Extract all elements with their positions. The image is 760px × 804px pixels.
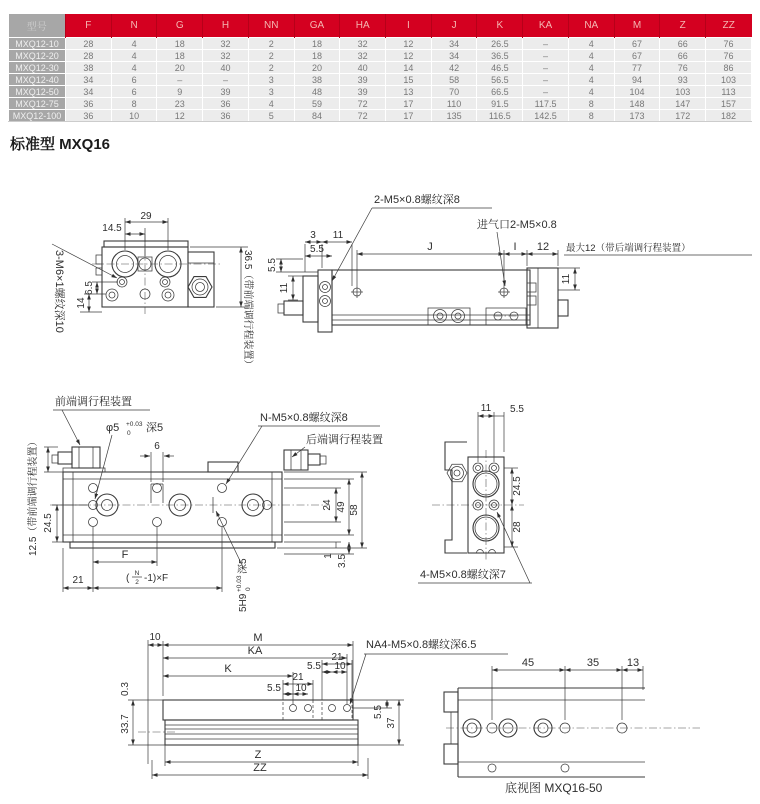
col-header: M xyxy=(614,14,660,38)
value-cell: 4 xyxy=(568,38,614,50)
value-cell: 9 xyxy=(157,86,203,98)
callout-air-port: 进气口2-M5×0.8 xyxy=(477,219,557,231)
value-cell: 67 xyxy=(614,38,660,50)
note-max-stroke: 最大12（带后端调行程装置） xyxy=(566,243,691,254)
value-cell: 56.5 xyxy=(477,74,523,86)
model-cell: MXQ12-75 xyxy=(9,98,66,110)
model-cell: MXQ12-10 xyxy=(9,38,66,50)
mount-hole xyxy=(488,764,496,772)
dim-Z: Z xyxy=(254,749,262,761)
value-cell: 86 xyxy=(706,62,752,74)
dim-12: 12 xyxy=(536,241,550,253)
value-cell: 18 xyxy=(294,38,340,50)
value-cell: 147 xyxy=(660,98,706,110)
value-cell: 94 xyxy=(614,74,660,86)
callout-rear-adjuster: 后端调行程装置 xyxy=(306,434,383,446)
formula-denominator: 2 xyxy=(135,579,139,586)
value-cell: 5 xyxy=(248,110,294,122)
value-cell: 66 xyxy=(660,38,706,50)
model-cell: MXQ12-20 xyxy=(9,50,66,62)
value-cell: 76 xyxy=(660,62,706,74)
value-cell: 84 xyxy=(294,110,340,122)
col-header: H xyxy=(203,14,249,38)
dim-33-7: 33.7 xyxy=(120,714,131,734)
dim-35: 35 xyxy=(586,657,600,669)
value-cell: 38 xyxy=(66,62,112,74)
value-cell: 15 xyxy=(386,74,432,86)
dim-21-right: 21 xyxy=(331,652,343,663)
thread-hole xyxy=(89,518,98,527)
value-cell: 76 xyxy=(706,50,752,62)
callout-front-adjuster: 前端调行程装置 xyxy=(55,396,132,408)
col-header: Z xyxy=(660,14,706,38)
value-cell: 28 xyxy=(66,38,112,50)
value-cell: 36 xyxy=(203,98,249,110)
thread-hole xyxy=(160,277,170,287)
value-cell: 4 xyxy=(248,98,294,110)
value-cell: 67 xyxy=(614,50,660,62)
thread-hole xyxy=(320,296,331,307)
na-thread-hole xyxy=(290,705,297,712)
value-cell: 76 xyxy=(706,38,752,50)
plan-view-drawing xyxy=(26,394,383,612)
rear-block xyxy=(527,268,558,328)
dim-6: 6 xyxy=(154,441,160,452)
section-view-drawing xyxy=(418,403,532,583)
value-cell: 4 xyxy=(568,86,614,98)
col-header: KA xyxy=(523,14,569,38)
col-header: I xyxy=(386,14,432,38)
value-cell: 2 xyxy=(248,38,294,50)
value-cell: 8 xyxy=(568,98,614,110)
dim-21: 21 xyxy=(72,575,84,586)
value-cell: 91.5 xyxy=(477,98,523,110)
keyway-size: 5H9 xyxy=(238,593,249,612)
hole-tol-sub: 0 xyxy=(127,430,131,437)
dim-F: F xyxy=(121,549,129,561)
bottom-view-caption: 底视图 MXQ16-50 xyxy=(505,781,603,795)
dim-37: 37 xyxy=(386,717,397,729)
value-cell: 18 xyxy=(157,38,203,50)
value-cell: 48 xyxy=(294,86,340,98)
value-cell: 104 xyxy=(614,86,660,98)
dim-1: 1 xyxy=(323,553,334,559)
value-cell: 32 xyxy=(340,38,386,50)
hole-depth: 深5 xyxy=(146,422,164,434)
col-header-model: 型号 xyxy=(9,14,66,38)
end-view-drawing xyxy=(52,211,255,369)
value-cell: 32 xyxy=(203,38,249,50)
value-cell: 18 xyxy=(294,50,340,62)
dim-0-3: 0.3 xyxy=(120,682,131,696)
value-cell: 172 xyxy=(660,110,706,122)
rear-adjuster-cap xyxy=(558,300,568,316)
formula-open: ( xyxy=(126,573,130,584)
rear-adjuster-nut xyxy=(284,450,308,470)
dim-45: 45 xyxy=(521,657,535,669)
value-cell: 34 xyxy=(431,38,477,50)
thread-hole xyxy=(89,484,98,493)
value-cell: 39 xyxy=(203,86,249,98)
dim-3: 3 xyxy=(310,230,316,241)
value-cell: 12 xyxy=(386,50,432,62)
value-cell: 58 xyxy=(431,74,477,86)
value-cell: 66.5 xyxy=(477,86,523,98)
dim-10: 10 xyxy=(149,632,161,643)
value-cell: 70 xyxy=(431,86,477,98)
value-cell: 148 xyxy=(614,98,660,110)
dim-11: 11 xyxy=(332,230,344,241)
value-cell: – xyxy=(203,74,249,86)
model-cell: MXQ12-50 xyxy=(9,86,66,98)
col-header: HA xyxy=(340,14,386,38)
dim-28: 28 xyxy=(512,521,523,533)
dim-11-right: 11 xyxy=(561,273,572,285)
value-cell: 103 xyxy=(660,86,706,98)
hole-tol-sup: +0.03 xyxy=(126,421,143,428)
value-cell: 18 xyxy=(157,50,203,62)
col-header: GA xyxy=(294,14,340,38)
value-cell: 14 xyxy=(386,62,432,74)
adjuster-rod xyxy=(284,301,303,315)
dim-5-5-left: 5.5 xyxy=(267,258,278,272)
keyway-tol-sup: +0.03 xyxy=(236,575,243,592)
dim-5-5-right: 5.5 xyxy=(307,661,321,672)
value-cell: 17 xyxy=(386,110,432,122)
dim-13: 13 xyxy=(626,657,640,669)
model-cell: MXQ12-100 xyxy=(9,110,66,122)
value-cell: – xyxy=(523,74,569,86)
dim-29: 29 xyxy=(140,211,152,222)
callout-hole-dia: φ5 xyxy=(106,422,120,434)
col-header: N xyxy=(111,14,157,38)
value-cell: 17 xyxy=(386,98,432,110)
value-cell: 173 xyxy=(614,110,660,122)
dim-5-5: 5.5 xyxy=(310,244,324,255)
value-cell: 6 xyxy=(111,74,157,86)
dim-ZZ: ZZ xyxy=(253,762,267,774)
note-front-stroke-adjuster: 36.5（带前端调行程装置） xyxy=(242,250,253,370)
value-cell: 77 xyxy=(614,62,660,74)
dim-24: 24 xyxy=(322,499,333,511)
value-cell: 36 xyxy=(203,110,249,122)
top-plate xyxy=(163,700,353,720)
model-cell: MXQ12-30 xyxy=(9,62,66,74)
value-cell: 2 xyxy=(248,50,294,62)
col-header: NA xyxy=(568,14,614,38)
dim-14-5: 14.5 xyxy=(102,223,122,234)
na-thread-hole xyxy=(329,705,336,712)
value-cell: 20 xyxy=(294,62,340,74)
dim-6-5: 6.5 xyxy=(84,281,95,295)
bottom-view-drawing xyxy=(120,632,508,779)
value-cell: 135 xyxy=(431,110,477,122)
dim-J: J xyxy=(427,241,433,253)
dim-24-5: 24.5 xyxy=(512,476,523,496)
thread-hole xyxy=(153,484,162,493)
value-cell: 40 xyxy=(340,62,386,74)
keyway-depth: 深5 xyxy=(238,558,249,574)
dim-11: 11 xyxy=(480,403,492,414)
thread-hole xyxy=(117,277,127,287)
thread-hole xyxy=(218,484,227,493)
col-header: NN xyxy=(248,14,294,38)
model-cell: MXQ12-40 xyxy=(9,74,66,86)
value-cell: – xyxy=(157,74,203,86)
value-cell: 3 xyxy=(248,74,294,86)
value-cell: 42 xyxy=(431,62,477,74)
dim-49: 49 xyxy=(336,501,347,513)
value-cell: 113 xyxy=(706,86,752,98)
dim-5-5: 5.5 xyxy=(510,404,524,415)
note-left-stroke-adjuster: 12.5（带前端调行程装置） xyxy=(28,436,39,556)
value-cell: – xyxy=(523,50,569,62)
value-cell: 10 xyxy=(111,110,157,122)
value-cell: 12 xyxy=(386,38,432,50)
value-cell: 117.5 xyxy=(523,98,569,110)
value-cell: 40 xyxy=(203,62,249,74)
value-cell: 20 xyxy=(157,62,203,74)
value-cell: 8 xyxy=(111,98,157,110)
value-cell: 28 xyxy=(66,50,112,62)
na-thread-hole xyxy=(305,705,312,712)
thread-hole xyxy=(320,282,331,293)
mount-hole xyxy=(561,764,569,772)
dim-K: K xyxy=(224,663,232,675)
value-cell: – xyxy=(523,38,569,50)
hex-nut xyxy=(188,277,212,298)
front-adjuster-nut xyxy=(72,447,100,468)
value-cell: 36 xyxy=(66,110,112,122)
value-cell: 2 xyxy=(248,62,294,74)
value-cell: – xyxy=(523,86,569,98)
dim-11-left: 11 xyxy=(279,282,290,294)
keyway-tol-sub: 0 xyxy=(245,587,252,591)
value-cell: 46.5 xyxy=(477,62,523,74)
value-cell: – xyxy=(523,62,569,74)
thread-hole xyxy=(153,518,162,527)
dim-58: 58 xyxy=(349,504,360,516)
value-cell: 12 xyxy=(157,110,203,122)
value-cell: 38 xyxy=(294,74,340,86)
bottom-view-mxq16-50-drawing xyxy=(444,657,700,795)
value-cell: 4 xyxy=(568,50,614,62)
value-cell: 116.5 xyxy=(477,110,523,122)
callout-na4-thread: NA4-M5×0.8螺纹深6.5 xyxy=(366,639,477,651)
value-cell: 72 xyxy=(340,98,386,110)
col-header: ZZ xyxy=(706,14,752,38)
value-cell: 182 xyxy=(706,110,752,122)
value-cell: 4 xyxy=(111,62,157,74)
dim-14: 14 xyxy=(76,297,87,309)
value-cell: 4 xyxy=(568,74,614,86)
dim-21-left: 21 xyxy=(292,672,304,683)
thread-hole xyxy=(218,518,227,527)
value-cell: 32 xyxy=(203,50,249,62)
dim-M: M xyxy=(253,632,263,644)
value-cell: 34 xyxy=(66,86,112,98)
col-header: J xyxy=(431,14,477,38)
callout-n-thread: N-M5×0.8螺纹深8 xyxy=(260,412,348,424)
dim-I: I xyxy=(513,241,517,253)
col-header: K xyxy=(477,14,523,38)
value-cell: 4 xyxy=(111,50,157,62)
dim-5-5-r: 5.5 xyxy=(373,705,384,719)
value-cell: 93 xyxy=(660,74,706,86)
value-cell: 66 xyxy=(660,50,706,62)
na-thread-hole xyxy=(344,705,351,712)
value-cell: 103 xyxy=(706,74,752,86)
value-cell: 34 xyxy=(66,74,112,86)
value-cell: 110 xyxy=(431,98,477,110)
dim-KA: KA xyxy=(247,645,263,657)
value-cell: 59 xyxy=(294,98,340,110)
callout-2m5-thread: 2-M5×0.8螺纹深8 xyxy=(374,194,460,206)
value-cell: 26.5 xyxy=(477,38,523,50)
rail-body xyxy=(165,720,358,745)
value-cell: 4 xyxy=(111,38,157,50)
value-cell: 39 xyxy=(340,74,386,86)
col-header: G xyxy=(157,14,203,38)
dim-24-5: 24.5 xyxy=(43,513,54,533)
value-cell: 142.5 xyxy=(523,110,569,122)
formula-rest: -1)×F xyxy=(144,573,169,584)
value-cell: 32 xyxy=(340,50,386,62)
value-cell: 72 xyxy=(340,110,386,122)
section-title: 标准型 MXQ16 xyxy=(10,136,111,153)
value-cell: 39 xyxy=(340,86,386,98)
formula-numerator: N xyxy=(134,570,140,577)
value-cell: 34 xyxy=(431,50,477,62)
callout-4m5-thread: 4-M5×0.8螺纹深7 xyxy=(420,569,506,581)
bracket-outline xyxy=(445,442,467,553)
callout-3m6-thread: 3-M6×1螺纹深10 xyxy=(53,250,65,333)
value-cell: 8 xyxy=(568,110,614,122)
dim-3-5: 3.5 xyxy=(337,554,348,568)
value-cell: 157 xyxy=(706,98,752,110)
value-cell: 36 xyxy=(66,98,112,110)
body-outline xyxy=(332,270,530,325)
dim-10-left: 10 xyxy=(295,683,307,694)
value-cell: 13 xyxy=(386,86,432,98)
value-cell: 4 xyxy=(568,62,614,74)
value-cell: 36.5 xyxy=(477,50,523,62)
value-cell: 6 xyxy=(111,86,157,98)
value-cell: 23 xyxy=(157,98,203,110)
col-header: F xyxy=(66,14,112,38)
side-view-drawing xyxy=(267,192,752,332)
dim-10-right: 10 xyxy=(334,661,346,672)
value-cell: 3 xyxy=(248,86,294,98)
dim-5-5-left: 5.5 xyxy=(267,683,281,694)
